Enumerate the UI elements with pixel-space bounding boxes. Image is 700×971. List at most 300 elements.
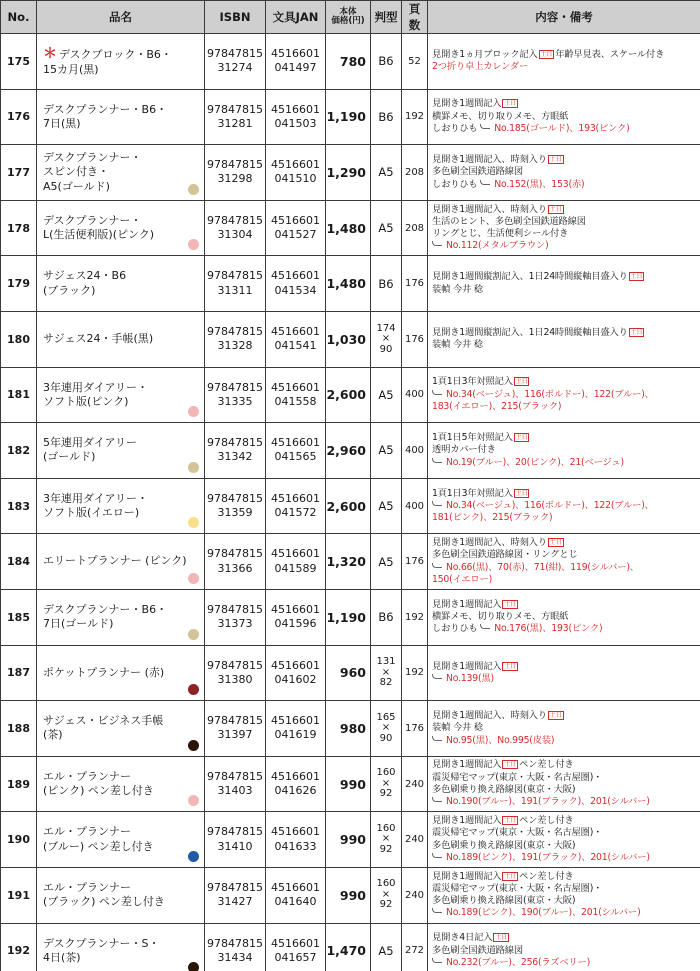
weekend-badge-icon: 土日	[504, 761, 517, 769]
jan-part: 4516601	[271, 47, 320, 60]
jan-part: 041589	[274, 561, 317, 575]
isbn-part: 97847815	[207, 658, 263, 672]
description-line: 見開き1週間記入 土日	[432, 598, 517, 610]
product-name	[37, 589, 205, 645]
description-line: しおりひも No.152(黒)、153(赤)	[432, 178, 585, 190]
related-items: No.189(ピンク)、190(ブルー)、201(シルバー)	[446, 907, 641, 919]
jan-cell	[266, 200, 326, 256]
jan-part: 041534	[274, 283, 317, 297]
weekend-badge-icon: 土日	[630, 329, 643, 336]
reference-arrow-icon	[432, 390, 442, 395]
item-number: 188	[1, 701, 37, 757]
description-line	[432, 673, 697, 685]
jan-cell	[266, 89, 326, 145]
isbn-part: 97847815	[207, 602, 263, 616]
weekend-badge-icon: 土日	[540, 51, 553, 59]
isbn-part: 97847815	[207, 380, 263, 394]
related-items: No.66(黒)、70(赤)、71(紺)、119(シルバー)、	[446, 561, 639, 573]
description-line: 見開き1週間記入、時刻入り 土日	[432, 154, 562, 166]
description-cell	[428, 367, 700, 423]
item-number: 189	[1, 756, 37, 812]
size-cell	[371, 478, 402, 534]
jan-part: 4516601	[271, 602, 320, 616]
isbn-part: 31274	[217, 61, 253, 75]
product-name-line: エリートプランナー (ピンク)	[43, 554, 187, 568]
size-times: ×	[381, 833, 391, 845]
description-cell	[428, 423, 700, 479]
size-cell	[371, 367, 402, 423]
description-line: 多色刷全国鉄道路線図	[432, 944, 523, 956]
weekend-badge-icon: 土日	[515, 489, 528, 497]
color-swatch-icon	[188, 684, 199, 695]
jan-cell	[266, 145, 326, 201]
jan-part: 041640	[274, 895, 317, 909]
related-items: No.152(黒)、153(赤)	[494, 178, 585, 190]
description-cell	[428, 923, 700, 971]
size-times: ×	[381, 777, 391, 789]
description-line: 多色刷乗り換え路線図(東京・大阪)	[432, 895, 576, 907]
jan-cell	[266, 812, 326, 868]
product-name-line: デスクプランナー・	[43, 151, 142, 165]
jan-part: 4516601	[271, 102, 320, 116]
isbn-part: 31373	[217, 617, 253, 631]
related-items: No.176(黒)、193(ピンク)	[494, 623, 603, 635]
size-cell	[371, 534, 402, 590]
product-name-line: ソフト版(ピンク)	[43, 394, 129, 408]
isbn-part: 31342	[217, 450, 253, 464]
isbn-part: 97847815	[207, 213, 263, 227]
isbn-part: 31434	[217, 950, 253, 964]
description-line: しおりひも No.185(ゴールド)、193(ピンク)	[432, 123, 630, 135]
table-row	[1, 867, 700, 923]
description-line: 見開き1週間縦割記入、1日24時間縦軸目盛入り 土日	[432, 271, 643, 283]
table-row	[1, 701, 700, 757]
table-row	[1, 478, 700, 534]
size-times: ×	[381, 333, 391, 345]
product-name	[37, 311, 205, 367]
size-cell	[371, 756, 402, 812]
isbn-part: 31366	[217, 561, 253, 575]
size-times: ×	[381, 888, 391, 900]
color-swatch-icon	[188, 740, 199, 751]
jan-part: 4516601	[271, 825, 320, 839]
isbn-part: 97847815	[207, 936, 263, 950]
jan-part: 041626	[274, 784, 317, 798]
pages-cell: 176	[402, 256, 428, 312]
product-name	[37, 89, 205, 145]
related-items: No.112(メタルブラウン)	[446, 240, 549, 252]
description-line: 181(ピンク)、215(ブラック)	[432, 512, 553, 524]
description-line	[432, 957, 697, 969]
description-cell	[428, 311, 700, 367]
jan-part: 4516601	[271, 324, 320, 338]
table-row	[1, 923, 700, 971]
isbn-part: 97847815	[207, 102, 263, 116]
description-line: 見開き1週間記入 土日 ペン差し付き	[432, 815, 574, 827]
isbn-cell	[205, 701, 266, 757]
weekend-badge-icon: 土日	[515, 378, 528, 386]
price-cell: 1,320	[326, 534, 371, 590]
size-value: B6	[378, 54, 394, 69]
weekend-badge-icon: 土日	[515, 434, 528, 442]
related-items: No.19(ブルー)、20(ピンク)、21(ベージュ)	[446, 456, 624, 468]
item-number: 180	[1, 311, 37, 367]
product-name-line: エル・プランナー	[43, 825, 131, 839]
size-cell	[371, 645, 402, 701]
description-cell	[428, 756, 700, 812]
jan-cell	[266, 923, 326, 971]
item-number: 184	[1, 534, 37, 590]
description-line: 装幀 今井 稔	[432, 339, 483, 351]
jan-part: 041565	[274, 450, 317, 464]
size-cell	[371, 256, 402, 312]
reference-arrow-icon	[432, 736, 442, 741]
jan-cell	[266, 478, 326, 534]
pages-cell: 400	[402, 367, 428, 423]
size-width: 82	[379, 677, 393, 689]
description-line: 多色刷全国鉄道路線図	[432, 166, 523, 178]
pages-cell: 400	[402, 478, 428, 534]
size-value: A5	[378, 443, 394, 458]
product-name-line: デスクプランナー・B6・	[43, 102, 168, 116]
header-no: No.	[1, 1, 37, 34]
description-line	[432, 457, 697, 469]
description-line: 2つ折り卓上カレンダー	[432, 61, 529, 73]
jan-part: 4516601	[271, 936, 320, 950]
table-row	[1, 145, 700, 201]
description-line: 見開き1ヵ月ブロック記入 土日 年齢早見表、スケール付き	[432, 49, 665, 61]
description-line: 見開き1週間縦割記入、1日24時間縦軸目盛入り 土日	[432, 327, 643, 338]
price-cell: 1,190	[326, 89, 371, 145]
description-cell	[428, 534, 700, 590]
size-times: ×	[381, 666, 391, 678]
price-cell: 990	[326, 812, 371, 868]
description-line: リングとじ、生活便利シール付き	[432, 228, 569, 240]
reference-arrow-icon	[432, 908, 442, 913]
pages-cell: 192	[402, 589, 428, 645]
isbn-cell	[205, 589, 266, 645]
isbn-part: 97847815	[207, 825, 263, 839]
price-cell: 1,290	[326, 145, 371, 201]
description-line: 横罫メモ、切り取りメモ、方眼紙	[432, 110, 569, 122]
reference-arrow-icon	[480, 180, 490, 185]
color-swatch-icon	[188, 795, 199, 806]
isbn-part: 31335	[217, 394, 253, 408]
description-line: 多色刷乗り換え路線図(東京・大阪)	[432, 839, 576, 851]
header-name: 品名	[37, 1, 205, 34]
pages-cell: 192	[402, 89, 428, 145]
table-row	[1, 89, 700, 145]
description-line: 装幀 今井 稔	[432, 283, 483, 295]
isbn-cell	[205, 89, 266, 145]
item-number: 182	[1, 423, 37, 479]
description-cell	[428, 701, 700, 757]
description-cell	[428, 867, 700, 923]
product-name-line: エル・プランナー	[43, 880, 131, 894]
description-cell	[428, 89, 700, 145]
table-row	[1, 589, 700, 645]
color-swatch-icon	[188, 406, 199, 417]
related-items: No.34(ベージュ)、116(ボルドー)、122(ブルー)、	[446, 499, 654, 511]
table-row	[1, 34, 700, 90]
product-name	[37, 145, 205, 201]
price-cell: 1,470	[326, 923, 371, 971]
reference-arrow-icon	[432, 797, 442, 802]
jan-part: 4516601	[271, 213, 320, 227]
size-cell	[371, 200, 402, 256]
weekend-badge-icon: 土日	[504, 600, 517, 608]
reference-arrow-icon	[480, 624, 490, 629]
isbn-part: 97847815	[207, 714, 263, 728]
size-value: B6	[378, 276, 394, 291]
product-name-line: (ブラック)	[43, 283, 96, 297]
product-name-line: A5(ゴールド)	[43, 179, 110, 193]
header-size: 判型	[371, 1, 402, 34]
product-name-line: デスクプランナー・	[43, 213, 142, 227]
size-cell	[371, 701, 402, 757]
jan-part: 4516601	[271, 658, 320, 672]
color-swatch-icon	[188, 629, 199, 640]
description-cell	[428, 200, 700, 256]
product-name-line: ポケットプランナー (赤)	[43, 665, 165, 679]
price-cell: 1,480	[326, 200, 371, 256]
related-items: No.34(ベージュ)、116(ボルドー)、122(ブルー)、	[446, 388, 654, 400]
pages-cell: 400	[402, 423, 428, 479]
description-line: 1頁1日3年対照記入 土日	[432, 487, 528, 499]
description-cell	[428, 645, 700, 701]
product-name-line: (ブルー) ペン差し付き	[43, 839, 154, 853]
item-number: 190	[1, 812, 37, 868]
reference-arrow-icon	[432, 674, 442, 679]
description-line: 183(イエロー)、215(ブラック)	[432, 400, 562, 412]
weekend-badge-icon: 土日	[549, 205, 562, 213]
size-value: A5	[378, 165, 394, 180]
isbn-part: 31359	[217, 506, 253, 520]
related-items: No.232(ブルー)、256(ラズベリー)	[446, 956, 591, 968]
table-row	[1, 534, 700, 590]
description-line: 生活のヒント、多色刷全国鉄道路線図	[432, 215, 586, 227]
product-name-line: ソフト版(イエロー)	[43, 506, 140, 520]
size-cell	[371, 923, 402, 971]
product-name-line: スピン付き・	[43, 165, 109, 179]
price-cell: 2,960	[326, 423, 371, 479]
related-items: No.190(ブルー)、191(ブラック)、201(シルバー)	[446, 796, 650, 808]
isbn-cell	[205, 311, 266, 367]
product-name-line: デスクブロック・B6・	[59, 48, 172, 62]
table-row	[1, 812, 700, 868]
jan-part: 041558	[274, 394, 317, 408]
size-value: A5	[378, 387, 394, 402]
weekend-badge-icon: 土日	[504, 662, 517, 670]
weekend-badge-icon: 土日	[504, 872, 517, 880]
isbn-cell	[205, 367, 266, 423]
product-name	[37, 645, 205, 701]
description-line: 装幀 今井 稔	[432, 722, 483, 734]
jan-cell	[266, 534, 326, 590]
description-line: 見開き1週間記入 土日 ペン差し付き	[432, 759, 574, 771]
isbn-part: 97847815	[207, 269, 263, 283]
product-name	[37, 200, 205, 256]
size-height: 165	[376, 711, 396, 723]
weekend-badge-icon: 土日	[549, 712, 562, 720]
jan-part: 041572	[274, 506, 317, 520]
jan-part: 041633	[274, 839, 317, 853]
jan-part: 041541	[274, 339, 317, 353]
isbn-part: 31281	[217, 116, 253, 130]
header-price: 本体 価格(円)	[326, 1, 371, 34]
reference-arrow-icon	[480, 124, 490, 129]
related-items: No.139(黒)	[446, 672, 494, 684]
item-number: 192	[1, 923, 37, 971]
jan-part: 4516601	[271, 436, 320, 450]
isbn-part: 97847815	[207, 491, 263, 505]
description-line	[432, 562, 697, 574]
weekend-badge-icon: 土日	[549, 539, 562, 547]
item-number: 175	[1, 34, 37, 90]
weekend-badge-icon: 土日	[549, 156, 562, 164]
isbn-part: 97847815	[207, 547, 263, 561]
jan-part: 4516601	[271, 491, 320, 505]
reference-arrow-icon	[432, 241, 442, 246]
weekend-badge-icon: 土日	[504, 100, 517, 108]
description-line: 見開き1週間記入 土日	[432, 98, 517, 110]
header-isbn: ISBN	[205, 1, 266, 34]
product-name-line: 7日(ゴールド)	[43, 617, 114, 631]
table-row	[1, 200, 700, 256]
pages-cell: 240	[402, 812, 428, 868]
jan-cell	[266, 867, 326, 923]
size-value: A5	[378, 554, 394, 569]
jan-cell	[266, 589, 326, 645]
product-name	[37, 367, 205, 423]
jan-cell	[266, 756, 326, 812]
table-row	[1, 423, 700, 479]
jan-part: 4516601	[271, 380, 320, 394]
pages-cell: 192	[402, 645, 428, 701]
description-cell	[428, 145, 700, 201]
size-value: A5	[378, 221, 394, 236]
price-cell: 2,600	[326, 478, 371, 534]
description-line: 多色刷全国鉄道路線図・リングとじ	[432, 549, 578, 561]
price-cell: 1,190	[326, 589, 371, 645]
product-name-line: (ゴールド)	[43, 450, 96, 464]
related-items: No.185(ゴールド)、193(ピンク)	[494, 123, 630, 135]
description-line	[432, 796, 697, 808]
size-cell	[371, 34, 402, 90]
product-name-line: 3年連用ダイアリー・	[43, 491, 149, 505]
weekend-badge-icon: 土日	[504, 817, 517, 825]
description-line: 震災帰宅マップ(東京・大阪・名古屋圏)・	[432, 882, 603, 894]
jan-part: 4516601	[271, 547, 320, 561]
color-swatch-icon	[188, 851, 199, 862]
size-cell	[371, 867, 402, 923]
jan-cell	[266, 311, 326, 367]
reference-arrow-icon	[432, 563, 442, 568]
product-name-line: 3年連用ダイアリー・	[43, 380, 149, 394]
jan-part: 041657	[274, 950, 317, 964]
reference-arrow-icon	[432, 853, 442, 858]
description-line: 見開き4日記入 土日	[432, 932, 507, 944]
jan-part: 041510	[274, 172, 317, 186]
color-swatch-icon	[188, 517, 199, 528]
jan-part: 041596	[274, 617, 317, 631]
product-name-line: 15カ月(黒)	[43, 63, 99, 77]
size-cell	[371, 89, 402, 145]
isbn-cell	[205, 812, 266, 868]
description-cell	[428, 478, 700, 534]
size-width: 92	[379, 788, 393, 800]
description-line: 多色刷乗り換え路線図(東京・大阪)	[432, 784, 576, 796]
description-line: 見開き1週間記入、時刻入り 土日	[432, 537, 562, 549]
price-cell: 990	[326, 756, 371, 812]
size-height: 160	[376, 878, 396, 890]
pages-cell: 208	[402, 145, 428, 201]
size-cell	[371, 311, 402, 367]
description-line: 震災帰宅マップ(東京・大阪・名古屋圏)・	[432, 827, 603, 839]
color-swatch-icon	[188, 962, 199, 971]
price-cell: 980	[326, 701, 371, 757]
jan-part: 4516601	[271, 769, 320, 783]
size-height: 160	[376, 767, 396, 779]
size-width: 92	[379, 899, 393, 911]
size-width: 90	[379, 343, 393, 355]
size-cell	[371, 145, 402, 201]
product-name-line: L(生活便利版)(ピンク)	[43, 228, 155, 242]
description-line: 見開き1週間記入、時刻入り 土日	[432, 203, 562, 215]
description-line	[432, 500, 697, 512]
price-cell: 990	[326, 867, 371, 923]
product-name-line: エル・プランナー	[43, 769, 131, 783]
product-name	[37, 867, 205, 923]
size-cell	[371, 589, 402, 645]
size-width: 90	[379, 732, 393, 744]
related-items: No.189(ピンク)、191(ブラック)、201(シルバー)	[446, 851, 650, 863]
jan-part: 041602	[274, 672, 317, 686]
pages-cell: 176	[402, 534, 428, 590]
item-number: 177	[1, 145, 37, 201]
isbn-cell	[205, 34, 266, 90]
description-line: 見開き1週間記入 土日 ペン差し付き	[432, 870, 574, 882]
isbn-cell	[205, 200, 266, 256]
description-line: 見開き1週間記入 土日	[432, 660, 517, 672]
description-line: しおりひも No.176(黒)、193(ピンク)	[432, 623, 603, 635]
item-number: 181	[1, 367, 37, 423]
description-line: 150(イエロー)	[432, 573, 493, 585]
jan-part: 041527	[274, 228, 317, 242]
jan-part: 4516601	[271, 880, 320, 894]
new-item-star-icon: ＊	[43, 46, 57, 63]
product-name-line: 4日(茶)	[43, 950, 81, 964]
isbn-part: 97847815	[207, 324, 263, 338]
product-name-line: (ピンク) ペン差し付き	[43, 784, 154, 798]
price-cell: 960	[326, 645, 371, 701]
product-name	[37, 478, 205, 534]
isbn-cell	[205, 534, 266, 590]
product-name-line: サジェス24・B6	[43, 269, 127, 283]
isbn-part: 31328	[217, 339, 253, 353]
jan-cell	[266, 34, 326, 90]
price-cell: 780	[326, 34, 371, 90]
item-number: 191	[1, 867, 37, 923]
isbn-part: 97847815	[207, 880, 263, 894]
isbn-part: 31311	[217, 283, 253, 297]
jan-part: 041619	[274, 728, 317, 742]
description-line	[432, 907, 697, 919]
product-name	[37, 256, 205, 312]
product-name-line: (茶)	[43, 728, 63, 742]
isbn-part: 31304	[217, 228, 253, 242]
reference-arrow-icon	[432, 958, 442, 963]
